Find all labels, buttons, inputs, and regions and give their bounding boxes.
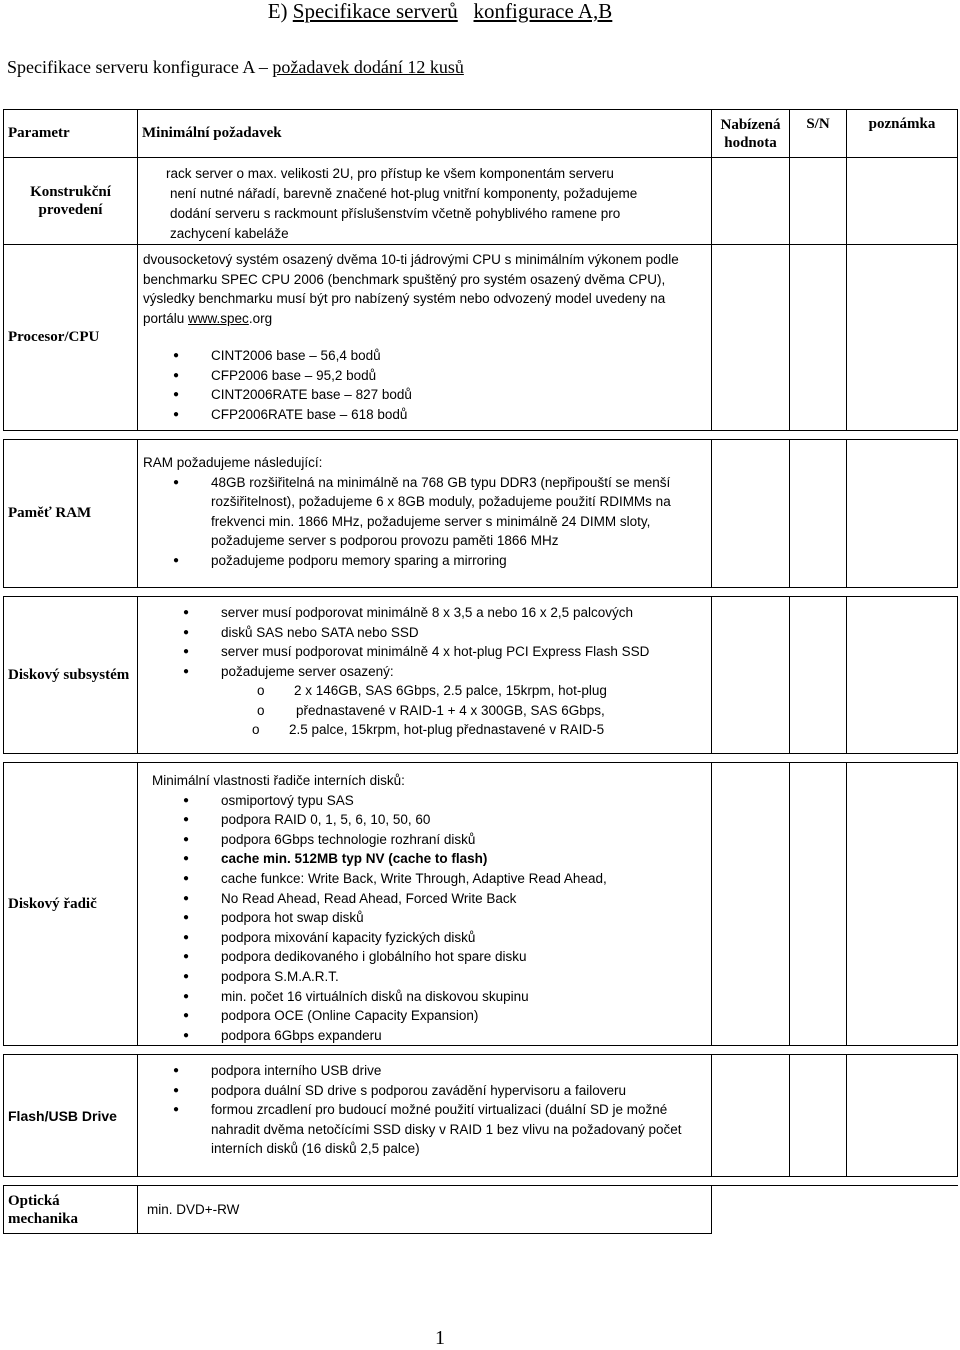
list-item: ● podpora duální SD drive s podporou zavádění hypervisoru a failoveru (211, 1081, 691, 1101)
row-spacer (4, 1046, 958, 1055)
req-opticka: min. DVD+-RW (138, 1186, 712, 1234)
empty-cell (712, 1186, 790, 1234)
disk-list (221, 603, 705, 681)
list-item: ● server musí podporovat minimálně 8 x 3,5 a nebo 16 x 2,5 palcových (221, 603, 705, 623)
req-ram: RAM požadujeme následující: ● 48GB rozšiřitelná na minimálně na 768 GB typu DDR3 (nepřipouští se menší rozšiřitelnost), požadujeme 6 x 8GB moduly, požadujeme použití RDIMMs na frekvenci min. 1866 MHz, požadujeme server s minimálně 24 DIMM sloty, požadujeme server s podporou provozu paměti 1866 MHz ● požadujeme podporu memory sparing a mirroring (138, 440, 712, 588)
req-cpu (138, 245, 712, 431)
list-item: o přednastavené v RAID-1 + 4 x 300GB, SAS 6Gbps, (294, 701, 705, 721)
cpu-intro: dvousocketový systém osazený dvěma 10-ti jádrovými CPU s minimálním výkonem podle benchmarku SPEC CPU 2006 (benchmark spuštěný pro systém osazený dvěma CPU), výsledky benchmarku musí být pro nabízený systém nebo odvozený model uvedeny na portálu www.spec.org (143, 252, 679, 326)
cpu-benchmark-list (211, 346, 705, 424)
empty-cell (790, 1186, 847, 1234)
row-opticka (4, 1186, 958, 1234)
row-flash (4, 1055, 958, 1177)
title-tail: konfigurace A,B (473, 0, 613, 23)
note-disk[interactable] (847, 597, 958, 754)
list-item: ● CINT2006 base – 56,4 bodů (211, 346, 705, 366)
list-item: ● podpora dedikovaného i globálního hot spare disku (221, 947, 705, 967)
list-item: ● podpora hot swap disků (221, 908, 705, 928)
list-item: ● podpora RAID 0, 1, 5, 6, 10, 50, 60 (221, 810, 705, 830)
req-disk (138, 597, 712, 754)
row-cpu (4, 245, 958, 431)
list-item: ● CINT2006RATE base – 827 bodů (211, 385, 705, 405)
list-item: ● požadujeme server osazený: (221, 662, 705, 682)
param-cpu: Procesor/CPU (4, 245, 138, 431)
spec-table (3, 109, 958, 1234)
page-title (0, 0, 880, 24)
empty-cell (847, 1186, 958, 1234)
sn-cpu[interactable] (790, 245, 847, 431)
list-item: ● podpora OCE (Online Capacity Expansion) (221, 1006, 705, 1026)
title-main: Specifikace serverů (292, 0, 458, 23)
sn-radic[interactable] (790, 763, 847, 1046)
header-param: Parametr (4, 110, 138, 158)
row-konstrukce (4, 158, 958, 245)
list-item: ● formou zrcadlení pro budoucí možné použití virtualizaci (duální SD je možné nahradit dvěma netočícími SSD disky v RAID 1 bez vlivu na požadovaný počet interních disků (16 disků 2,5 palce) (211, 1100, 691, 1159)
note-flash[interactable] (847, 1055, 958, 1177)
list-item: ● osmiportový typu SAS (221, 791, 705, 811)
flash-list (211, 1061, 691, 1159)
param-opticka: Optická mechanika (4, 1186, 138, 1234)
row-spacer (4, 431, 958, 440)
row-ram (4, 440, 958, 588)
list-item: ● CFP2006 base – 95,2 bodů (211, 366, 705, 386)
offered-radic[interactable] (712, 763, 790, 1046)
param-ram: Paměť RAM (4, 440, 138, 588)
list-item: ● podpora mixování kapacity fyzických disků (221, 928, 705, 948)
list-item: ● podpora 6Gbps expanderu (221, 1026, 705, 1046)
list-item: ● požadujeme podporu memory sparing a mirroring (211, 551, 699, 571)
list-item: ● server musí podporovat minimálně 4 x hot-plug PCI Express Flash SSD (221, 642, 705, 662)
offered-cpu[interactable] (712, 245, 790, 431)
sn-konstrukce[interactable] (790, 158, 847, 245)
offered-flash[interactable] (712, 1055, 790, 1177)
section-subtitle: Specifikace serveru konfigurace A – požadavek dodání 12 kusů (7, 57, 464, 77)
list-item: ● 48GB rozšiřitelná na minimálně na 768 GB typu DDR3 (nepřipouští se menší rozšiřitelnost), požadujeme 6 x 8GB moduly, požadujeme použití RDIMMs na frekvenci min. 1866 MHz, požadujeme server s minimálně 24 DIMM sloty, požadujeme server s podporou provozu paměti 1866 MHz (211, 473, 699, 551)
disk-config-list (289, 681, 705, 740)
list-item: ● podpora S.M.A.R.T. (221, 967, 705, 987)
list-item: ● cache funkce: Write Back, Write Through, Adaptive Read Ahead, (221, 869, 705, 889)
row-spacer (4, 588, 958, 597)
row-spacer (4, 1177, 958, 1186)
note-radic[interactable] (847, 763, 958, 1046)
note-ram[interactable] (847, 440, 958, 588)
sn-flash[interactable] (790, 1055, 847, 1177)
list-item: ● disků SAS nebo SATA nebo SSD (221, 623, 705, 643)
list-item: ● cache min. 512MB typ NV (cache to flash) (221, 849, 705, 869)
note-cpu[interactable] (847, 245, 958, 431)
param-radic: Diskový řadič (4, 763, 138, 1046)
param-konstrukce: Konstrukční provedení (4, 158, 138, 245)
page-number: 1 (435, 1327, 445, 1349)
header-requirement: Minimální požadavek (138, 110, 712, 158)
note-konstrukce[interactable] (847, 158, 958, 245)
offered-konstrukce[interactable] (712, 158, 790, 245)
list-item: ● min. počet 16 virtuálních disků na diskovou skupinu (221, 987, 705, 1007)
row-spacer (4, 754, 958, 763)
header-sn: S/N (790, 110, 847, 158)
sn-disk[interactable] (790, 597, 847, 754)
title-prefix: E) (267, 0, 293, 23)
req-radic: Minimální vlastnosti řadiče interních disků: ● osmiportový typu SAS ● podpora RAID 0, 1, 5, 6, 10, 50, 60 ● podpora 6Gbps technologie rozhraní disků ● cache min. 512MB typ NV (cache to flash) ● cache funkce: Write Back, Write Through, Adaptive Read Ahead, ● No Read Ahead, Read Ahead, Forced Write Back ● podpora hot swap disků ● podpora mixování kapacity fyzických disků ● podpora dedikovaného i globálního hot spare disku ● podpora S.M.A.R.T. ● min. počet 16 virtuálních disků na diskovou skupinu ● podpora OCE (Online Capacity Expansion) ● podpora 6Gbps expanderu (138, 763, 712, 1046)
row-radic (4, 763, 958, 1046)
req-flash (138, 1055, 712, 1177)
ram-list (211, 473, 699, 571)
header-note: poznámka (847, 110, 958, 158)
list-item: o 2 x 146GB, SAS 6Gbps, 2.5 palce, 15krpm, hot-plug (294, 681, 705, 701)
header-offered-value: Nabízená hodnota (712, 110, 790, 158)
list-item: ● CFP2006RATE base – 618 bodů (211, 405, 705, 425)
req-konstrukce: rack server o max. velikosti 2U, pro přístup ke všem komponentám serveru není nutné nářadí, barevně značené hot-plug vnitřní komponenty, požadujeme dodání serveru s rackmount příslušenstvím včetně pohyblivého ramene pro zachycení kabeláže (138, 158, 712, 245)
offered-disk[interactable] (712, 597, 790, 754)
table-header-row (4, 110, 958, 158)
list-item: ● podpora 6Gbps technologie rozhraní disků (221, 830, 705, 850)
list-item: ● No Read Ahead, Read Ahead, Forced Write Back (221, 889, 705, 909)
controller-list (221, 791, 705, 1046)
spec-link[interactable]: www.spec (188, 310, 249, 326)
list-item: o 2.5 palce, 15krpm, hot-plug přednastavené v RAID-5 (289, 720, 705, 740)
list-item: ● podpora interního USB drive (211, 1061, 691, 1081)
offered-ram[interactable] (712, 440, 790, 588)
param-flash: Flash/USB Drive (4, 1055, 138, 1177)
row-disk (4, 597, 958, 754)
param-disk: Diskový subsystém (4, 597, 138, 754)
sn-ram[interactable] (790, 440, 847, 588)
